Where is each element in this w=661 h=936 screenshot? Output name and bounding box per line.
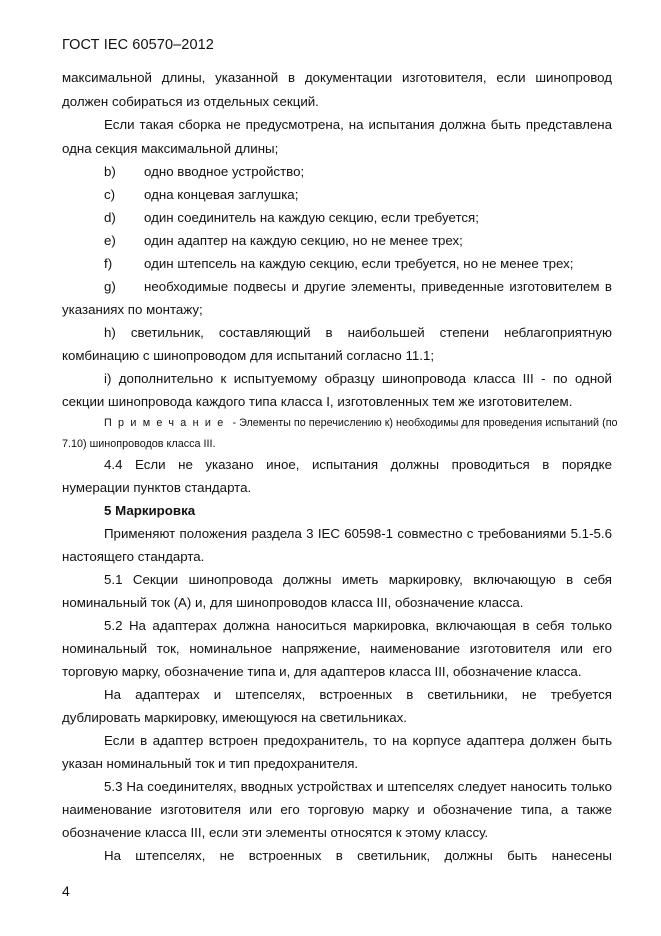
text-line: одна секция максимальной длины;	[62, 141, 279, 156]
note-text: - Элементы по перечислению к) необходимы для проведения испытаний (по	[229, 417, 618, 429]
text-line: обозначение класса III, если эти элементы относятся к этому классу.	[62, 825, 489, 840]
list-marker: c)	[104, 187, 116, 202]
list-text: один соединитель на каждую секцию, если требуется;	[144, 210, 479, 225]
list-text: одно вводное устройство;	[144, 164, 305, 179]
text-line: 5.3 На соединителях, вводных устройствах и штепселях следует наносить только	[104, 779, 612, 794]
text-line: На адаптерах и штепселях, встроенных в светильники, не требуется	[104, 687, 612, 702]
list-marker: e)	[104, 233, 116, 248]
text-line: 5.1 Секции шинопровода должны иметь маркировку, включающую в себя	[104, 572, 612, 587]
text-line: указаниях по монтажу;	[62, 302, 203, 317]
text-line: номинальный ток (А) и, для шинопроводов класса III, обозначение класса.	[62, 595, 524, 610]
text-line: комбинацию с шинопроводом для испытаний согласно 11.1;	[62, 348, 435, 363]
list-marker: d)	[104, 210, 116, 225]
text-line: дублировать маркировку, имеющуюся на светильниках.	[62, 710, 407, 725]
text-line: максимальной длины, указанной в документации изготовителя, если шинопровод	[62, 70, 612, 85]
text-line: нумерации пунктов стандарта.	[62, 480, 252, 495]
text-line: Если такая сборка не предусмотрена, на испытания должна быть представлена	[104, 117, 612, 132]
list-marker: b)	[104, 164, 116, 179]
list-text: один адаптер на каждую секцию, но не менее трех;	[144, 233, 463, 248]
note-label: Примечание	[104, 417, 230, 429]
text-line: Применяют положения раздела 3 IEC 60598-1 совместно с требованиями 5.1-5.6	[104, 526, 612, 541]
text-line: 4.4 Если не указано иное, испытания должны проводиться в порядке	[104, 457, 612, 472]
text-line: Если в адаптер встроен предохранитель, то на корпусе адаптера должен быть	[104, 733, 612, 748]
text-line: настоящего стандарта.	[62, 549, 205, 564]
list-marker: f)	[104, 256, 113, 271]
list-text: необходимые подвесы и другие элементы, приведенные изготовителем в	[144, 279, 612, 294]
text-line: номинальный ток, номинальное напряжение, наименование изготовителя или его	[62, 641, 612, 656]
list-item-i: i) дополнительно к испытуемому образцу шинопровода класса III - по одной	[104, 371, 612, 386]
list-text: одна концевая заглушка;	[144, 187, 299, 202]
list-text: один штепсель на каждую секцию, если требуется, но не менее трех;	[144, 256, 574, 271]
note	[104, 415, 618, 432]
list-item-h: h) светильник, составляющий в наибольшей степени неблагоприятную	[104, 325, 612, 340]
text-line: секции шинопровода каждого типа класса I, изготовленных тем же изготовителем.	[62, 394, 573, 409]
document-header: ГОСТ IEC 60570–2012	[62, 37, 214, 53]
text-line: На штепселях, не встроенных в светильник, должны быть нанесены	[104, 848, 612, 863]
text-line: указан номинальный ток и тип предохранителя.	[62, 756, 359, 771]
note-continuation: 7.10) шинопроводов класса III.	[62, 438, 216, 450]
text-line: должен собираться из отдельных секций.	[62, 94, 319, 109]
page-number: 4	[62, 883, 70, 899]
list-marker: g)	[104, 279, 116, 294]
section-heading: 5 Маркировка	[104, 503, 196, 518]
text-line: наименование изготовителя или его торговую марку и обозначение типа, а также	[62, 802, 612, 817]
text-line: торговую марку, обозначение типа и, для адаптеров класса III, обозначение класса.	[62, 664, 582, 679]
text-line: 5.2 На адаптерах должна наноситься маркировка, включающая в себя только	[104, 618, 612, 633]
